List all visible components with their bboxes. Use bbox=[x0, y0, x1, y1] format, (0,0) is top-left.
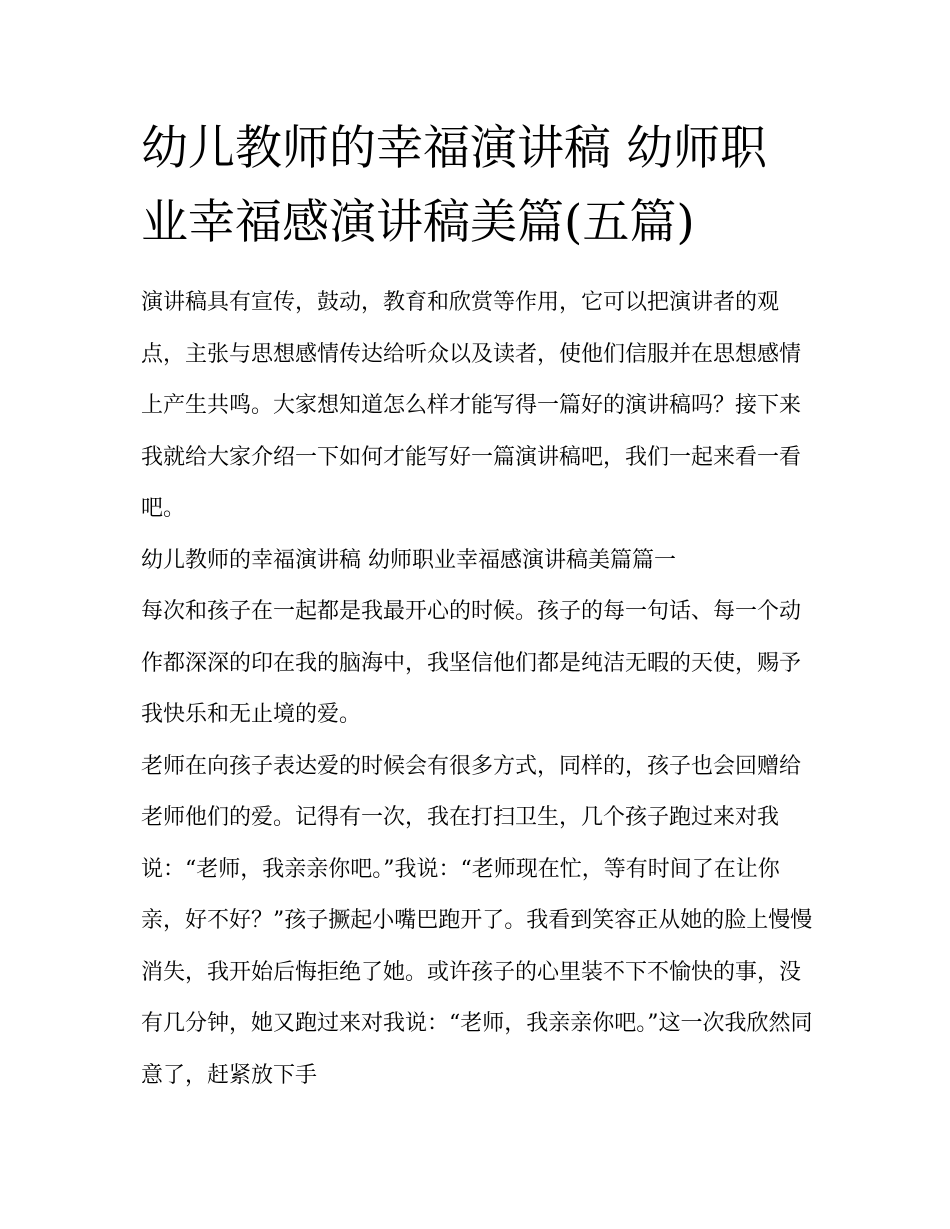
body-paragraph-2: 老师在向孩子表达爱的时候会有很多方式，同样的，孩子也会回赠给老师他们的爱。记得有一次，我在打扫卫生，几个孩子跑过来对我说：“老师，我亲亲你吧。”我说：“老师现在忙，等有时间了在让你亲，好不好？”孩子撅起小嘴巴跑开了。我看到笑容正从她的脸上慢慢消失，我开始后悔拒绝了她。或许孩子的心里装不下不愉快的事，没有几分钟，她又跑过来对我说：“老师，我亲亲你吧。”这一次我欣然同意了，赶紧放下手 bbox=[141, 753, 813, 1088]
document-page bbox=[141, 112, 813, 1101]
body-paragraph-1: 每次和孩子在一起都是我最开心的时候。孩子的每一句话、每一个动作都深深的印在我的脑海中，我坚信他们都是纯洁无暇的天使，赐予我快乐和无止境的爱。 bbox=[141, 599, 802, 727]
section-heading: 幼儿教师的幸福演讲稿 幼师职业幸福感演讲稿美篇篇一 bbox=[141, 547, 676, 573]
document-title: 幼儿教师的幸福演讲稿 幼师职业幸福感演讲稿美篇(五篇) bbox=[141, 121, 767, 250]
intro-paragraph: 演讲稿具有宣传，鼓动，教育和欣赏等作用，它可以把演讲者的观点，主张与思想感情传达给听众以及读者，使他们信服并在思想感情上产生共鸣。大家想知道怎么样才能写得一篇好的演讲稿吗？接下来我就给大家介绍一下如何才能写好一篇演讲稿吧，我们一起来看一看吧。 bbox=[141, 290, 802, 521]
